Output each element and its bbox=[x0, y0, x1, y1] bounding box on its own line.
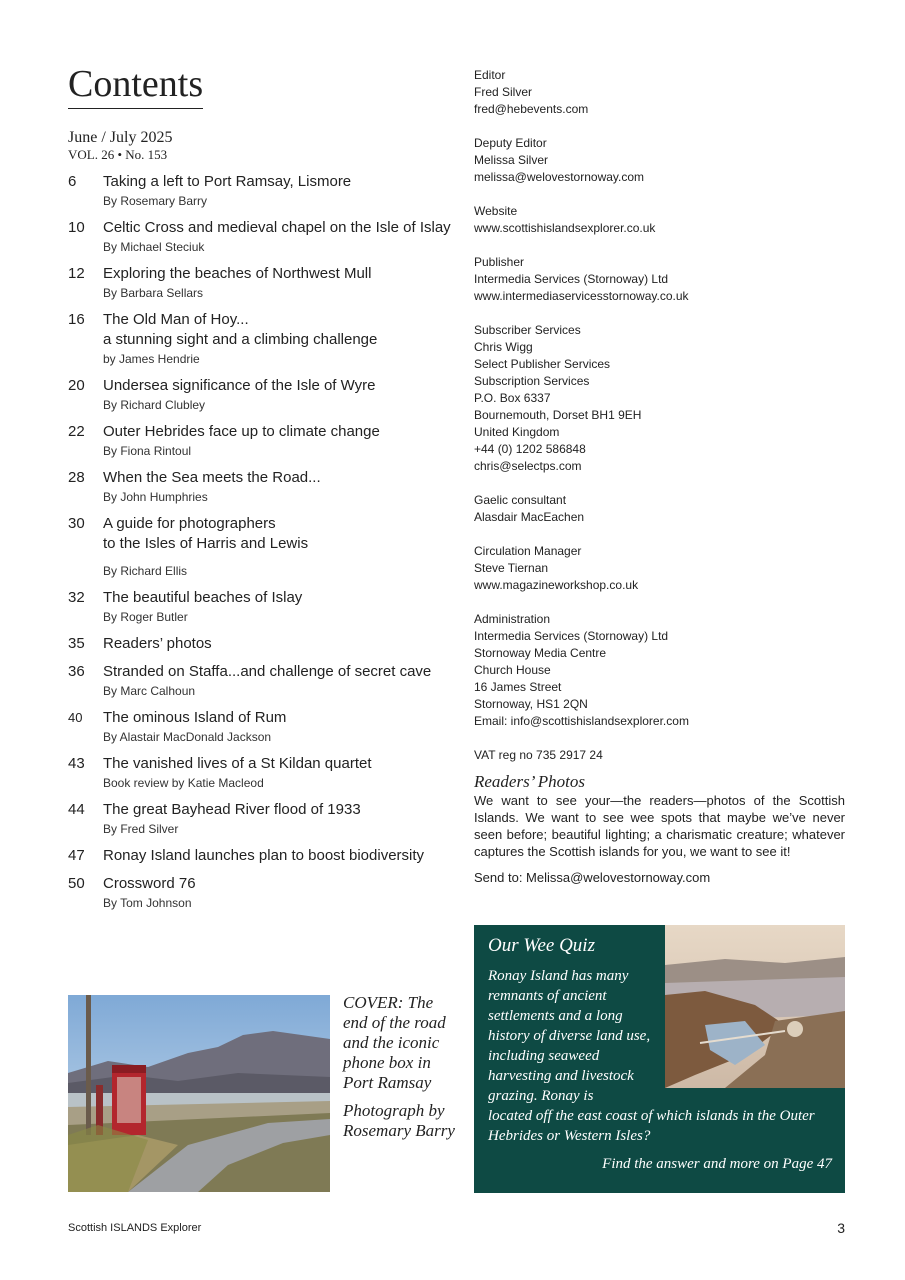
credit-line: Stornoway, HS1 2QN bbox=[474, 697, 588, 711]
toc-item[interactable] bbox=[68, 310, 458, 368]
credit-email[interactable]: chris@selectps.com bbox=[474, 459, 582, 473]
credit-line: 16 James Street bbox=[474, 680, 562, 694]
toc-author: By Barbara Sellars bbox=[103, 286, 204, 300]
toc-page-number: 32 bbox=[68, 589, 85, 606]
credit-role: Editor bbox=[474, 68, 506, 82]
credit-role: Publisher bbox=[474, 255, 525, 269]
quiz-question-part-2: located off the east coast of which islands in the Outer Hebrides or Western Isles? bbox=[488, 1108, 815, 1144]
toc-item[interactable] bbox=[68, 754, 458, 792]
toc-article-title: Undersea significance of the Isle of Wyre bbox=[103, 377, 376, 394]
credit-publisher bbox=[474, 254, 845, 305]
toc-author: By John Humphries bbox=[103, 490, 208, 504]
toc-author: By Fiona Rintoul bbox=[103, 444, 192, 458]
toc-page-number: 44 bbox=[68, 801, 85, 818]
toc-page-number: 47 bbox=[68, 847, 85, 864]
credit-email[interactable]: Email: info@scottishislandsexplorer.com bbox=[474, 714, 689, 728]
toc-item[interactable] bbox=[68, 634, 458, 654]
contents-column bbox=[68, 60, 458, 920]
toc-author: by James Hendrie bbox=[103, 352, 200, 366]
toc-item[interactable] bbox=[68, 846, 458, 866]
toc-article-title: Crossword 76 bbox=[103, 875, 196, 892]
issue-date: June / July 2025 bbox=[68, 129, 173, 146]
toc-item[interactable] bbox=[68, 874, 458, 912]
cover-photo-credit: Photograph by Rosemary Barry bbox=[343, 1101, 455, 1140]
readers-photos-body: We want to see your—the readers—photos of the Scottish Islands. We want to see wee spots that maybe we’ve never seen before; beautiful lighting; a charismatic creature; whatever captures the Scottish islands for you, we want to see it! bbox=[474, 793, 845, 859]
toc-page-number: 28 bbox=[68, 469, 85, 486]
toc-item[interactable] bbox=[68, 376, 458, 414]
toc-author: By Roger Butler bbox=[103, 610, 188, 624]
credit-role: Subscriber Services bbox=[474, 323, 581, 337]
credit-gaelic-consultant bbox=[474, 492, 845, 526]
toc-page-number: 30 bbox=[68, 515, 85, 532]
toc-author: By Tom Johnson bbox=[103, 896, 192, 910]
toc-article-title: Outer Hebrides face up to climate change bbox=[103, 423, 380, 440]
credit-role: Circulation Manager bbox=[474, 544, 582, 558]
toc-author: By Marc Calhoun bbox=[103, 684, 196, 698]
toc-item[interactable] bbox=[68, 588, 458, 626]
quiz-question bbox=[488, 966, 838, 1146]
credit-editor bbox=[474, 67, 845, 118]
toc-page-number: 36 bbox=[68, 663, 85, 680]
toc-author: By Richard Ellis bbox=[103, 564, 188, 578]
toc-item[interactable] bbox=[68, 800, 458, 838]
credit-subscriber-services bbox=[474, 322, 845, 475]
credit-line: Melissa Silver bbox=[474, 153, 549, 167]
credit-administration bbox=[474, 611, 845, 730]
toc-article-title: Ronay Island launches plan to boost biodiversity bbox=[103, 847, 425, 864]
toc-author: By Fred Silver bbox=[103, 822, 179, 836]
toc-page-number: 35 bbox=[68, 635, 85, 652]
credit-link[interactable]: www.scottishislandsexplorer.co.uk bbox=[474, 221, 656, 235]
credit-line: Stornoway Media Centre bbox=[474, 646, 607, 660]
credit-line: Alasdair MacEachen bbox=[474, 510, 585, 524]
table-of-contents bbox=[68, 172, 458, 912]
quiz-answer-pointer: Find the answer and more on Page 47 bbox=[602, 1156, 832, 1172]
toc-item[interactable] bbox=[68, 708, 458, 746]
page-number: 3 bbox=[837, 1220, 845, 1236]
toc-page-number: 12 bbox=[68, 265, 85, 282]
toc-item[interactable] bbox=[68, 514, 458, 580]
toc-article-title: Stranded on Staffa...and challenge of secret cave bbox=[103, 663, 432, 680]
credit-line: Steve Tiernan bbox=[474, 561, 549, 575]
credit-role: Administration bbox=[474, 612, 551, 626]
toc-author: By Michael Steciuk bbox=[103, 240, 205, 254]
toc-page-number: 20 bbox=[68, 377, 85, 394]
readers-photos-send-to[interactable]: Send to: Melissa@welovestornoway.com bbox=[474, 870, 711, 885]
credit-line: Select Publisher Services bbox=[474, 357, 611, 371]
quiz-question-part-1: Ronay Island has many remnants of ancient settlements and a long history of diverse land use, including seaweed harvesting and livestock grazing. Ronay is bbox=[488, 968, 651, 1104]
credit-line: Church House bbox=[474, 663, 551, 677]
credit-line: Bournemouth, Dorset BH1 9EH bbox=[474, 408, 642, 422]
credit-link[interactable]: www.intermediaservicesstornoway.co.uk bbox=[474, 289, 689, 303]
toc-author: Book review by Katie Macleod bbox=[103, 776, 264, 790]
vat-number: VAT reg no 735 2917 24 bbox=[474, 748, 603, 762]
toc-author: By Rosemary Barry bbox=[103, 194, 208, 208]
credit-line: Intermedia Services (Stornoway) Ltd bbox=[474, 272, 669, 286]
toc-item[interactable] bbox=[68, 218, 458, 256]
credit-role: Deputy Editor bbox=[474, 136, 547, 150]
credit-role: Gaelic consultant bbox=[474, 493, 567, 507]
toc-item[interactable] bbox=[68, 422, 458, 460]
credit-line: Intermedia Services (Stornoway) Ltd bbox=[474, 629, 669, 643]
toc-author: By Alastair MacDonald Jackson bbox=[103, 730, 272, 744]
credit-circulation-manager bbox=[474, 543, 845, 594]
toc-article-title: A guide for photographers to the Isles of Harris and Lewis bbox=[103, 515, 309, 552]
toc-article-title: The ominous Island of Rum bbox=[103, 709, 287, 726]
cover-caption: COVER: The end of the road and the iconic phone box in Port Ramsay bbox=[343, 993, 446, 1092]
toc-page-number: 10 bbox=[68, 219, 85, 236]
toc-article-title: When the Sea meets the Road... bbox=[103, 469, 321, 486]
toc-article-title: Readers’ photos bbox=[103, 635, 212, 652]
credit-line: Subscription Services bbox=[474, 374, 590, 388]
toc-page-number: 6 bbox=[68, 173, 77, 190]
toc-article-title: Taking a left to Port Ramsay, Lismore bbox=[103, 173, 352, 190]
toc-article-title: The great Bayhead River flood of 1933 bbox=[103, 801, 361, 818]
cover-photo-image bbox=[68, 995, 330, 1192]
credit-line: Chris Wigg bbox=[474, 340, 533, 354]
toc-item[interactable] bbox=[68, 264, 458, 302]
credit-phone: +44 (0) 1202 586848 bbox=[474, 442, 586, 456]
credit-line: Fred Silver bbox=[474, 85, 533, 99]
toc-article-title: Exploring the beaches of Northwest Mull bbox=[103, 265, 372, 282]
credit-role: Website bbox=[474, 204, 518, 218]
toc-author: By Richard Clubley bbox=[103, 398, 206, 412]
page-title: Contents bbox=[68, 62, 203, 109]
toc-page-number: 50 bbox=[68, 875, 85, 892]
quiz-title: Our Wee Quiz bbox=[488, 935, 595, 956]
issue-volume: VOL. 26 • No. 153 bbox=[68, 147, 168, 162]
footer-publication: Scottish ISLANDS Explorer bbox=[68, 1222, 202, 1234]
toc-article-title: The vanished lives of a St Kildan quartet bbox=[103, 755, 372, 772]
toc-item[interactable] bbox=[68, 662, 458, 700]
credit-email[interactable]: fred@hebevents.com bbox=[474, 102, 589, 116]
toc-article-title: The beautiful beaches of Islay bbox=[103, 589, 303, 606]
credit-email[interactable]: melissa@welovestornoway.com bbox=[474, 170, 645, 184]
readers-photos-title: Readers’ Photos bbox=[474, 772, 585, 791]
toc-page-number: 22 bbox=[68, 423, 85, 440]
toc-article-title: The Old Man of Hoy... a stunning sight and a climbing challenge bbox=[103, 311, 378, 348]
cover-photo bbox=[68, 995, 330, 1192]
toc-item[interactable] bbox=[68, 172, 458, 210]
toc-page-number: 43 bbox=[68, 755, 85, 772]
credit-website bbox=[474, 203, 845, 237]
toc-page-number: 16 bbox=[68, 311, 85, 328]
credits-column bbox=[474, 67, 845, 886]
cover-caption-block bbox=[343, 993, 458, 1149]
quiz-box bbox=[474, 925, 845, 1193]
credit-link[interactable]: www.magazineworkshop.co.uk bbox=[474, 578, 639, 592]
credit-line: United Kingdom bbox=[474, 425, 560, 439]
credit-line: P.O. Box 6337 bbox=[474, 391, 551, 405]
credit-deputy-editor bbox=[474, 135, 845, 186]
toc-item[interactable] bbox=[68, 468, 458, 506]
toc-article-title: Celtic Cross and medieval chapel on the Isle of Islay bbox=[103, 219, 451, 236]
toc-page-number: 40 bbox=[68, 710, 83, 725]
